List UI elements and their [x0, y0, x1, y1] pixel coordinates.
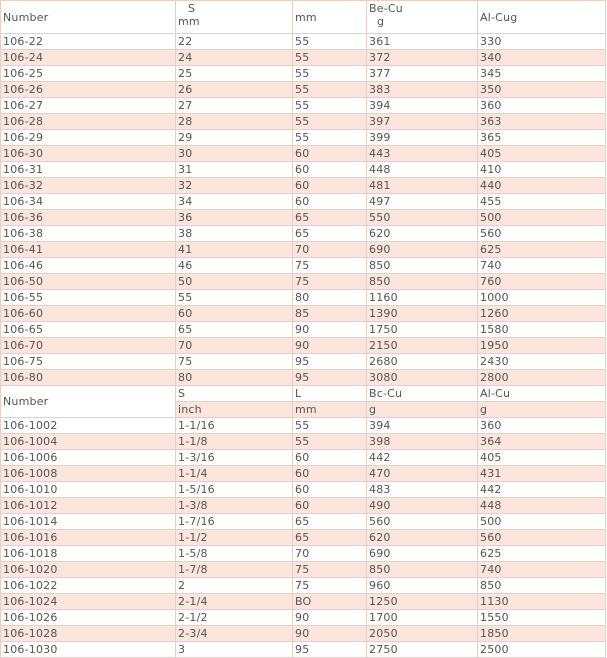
cell-s: 34	[176, 194, 293, 210]
cell-becu: 397	[367, 114, 478, 130]
cell-number: 106-1006	[1, 450, 176, 466]
inch-header-alcu: Al-Cu	[478, 386, 606, 402]
inch-header-number: Number	[1, 386, 176, 418]
cell-l: 60	[293, 450, 367, 466]
cell-becu: 372	[367, 50, 478, 66]
cell-alcu: 1580	[478, 322, 606, 338]
cell-becu: 481	[367, 178, 478, 194]
table-row	[1, 418, 606, 434]
cell-s: 80	[176, 370, 293, 386]
cell-number: 106-27	[1, 98, 176, 114]
cell-alcu: 448	[478, 498, 606, 514]
inch-header-s-unit: inch	[176, 402, 293, 418]
table-row	[1, 82, 606, 98]
cell-number: 106-24	[1, 50, 176, 66]
cell-becu: 394	[367, 98, 478, 114]
cell-number: 106-34	[1, 194, 176, 210]
table-row	[1, 226, 606, 242]
cell-becu: 377	[367, 66, 478, 82]
metric-header-row	[1, 1, 606, 34]
cell-alcu: 740	[478, 562, 606, 578]
cell-l: 55	[293, 434, 367, 450]
cell-becu: 361	[367, 34, 478, 50]
header-s-unit: mm	[178, 15, 200, 28]
table-row	[1, 626, 606, 642]
cell-l: 60	[293, 194, 367, 210]
cell-number: 106-1030	[1, 642, 176, 658]
table-row	[1, 66, 606, 82]
cell-becu: 490	[367, 498, 478, 514]
cell-alcu: 1000	[478, 290, 606, 306]
cell-l: 80	[293, 290, 367, 306]
cell-alcu: 440	[478, 178, 606, 194]
inch-header-s: S	[176, 386, 293, 402]
cell-alcu: 850	[478, 578, 606, 594]
cell-l: 65	[293, 530, 367, 546]
cell-s: 1-3/16	[176, 450, 293, 466]
cell-l: 90	[293, 626, 367, 642]
cell-becu: 1750	[367, 322, 478, 338]
cell-alcu: 431	[478, 466, 606, 482]
table-row	[1, 450, 606, 466]
table-row	[1, 498, 606, 514]
cell-alcu: 500	[478, 514, 606, 530]
inch-header-becu-unit: g	[367, 402, 478, 418]
cell-number: 106-32	[1, 178, 176, 194]
cell-alcu: 2800	[478, 370, 606, 386]
header-becu-unit: g	[377, 15, 385, 28]
cell-number: 106-25	[1, 66, 176, 82]
cell-number: 106-60	[1, 306, 176, 322]
cell-s: 60	[176, 306, 293, 322]
cell-l: 60	[293, 146, 367, 162]
cell-becu: 442	[367, 450, 478, 466]
inch-header-row-1	[1, 386, 606, 402]
cell-s: 36	[176, 210, 293, 226]
cell-l: BO	[293, 594, 367, 610]
cell-becu: 383	[367, 82, 478, 98]
cell-l: 55	[293, 66, 367, 82]
table-row	[1, 34, 606, 50]
cell-alcu: 340	[478, 50, 606, 66]
cell-s: 1-7/16	[176, 514, 293, 530]
cell-alcu: 350	[478, 82, 606, 98]
cell-s: 41	[176, 242, 293, 258]
cell-s: 1-7/8	[176, 562, 293, 578]
cell-number: 106-55	[1, 290, 176, 306]
table-row	[1, 146, 606, 162]
cell-becu: 497	[367, 194, 478, 210]
header-becu-label: Be-Cu	[369, 2, 403, 15]
inch-header-alcu-unit: g	[478, 402, 606, 418]
cell-s: 3	[176, 642, 293, 658]
cell-number: 106-22	[1, 34, 176, 50]
cell-s: 1-5/8	[176, 546, 293, 562]
cell-alcu: 405	[478, 146, 606, 162]
cell-becu: 690	[367, 546, 478, 562]
table-row	[1, 242, 606, 258]
cell-becu: 1250	[367, 594, 478, 610]
cell-s: 1-1/16	[176, 418, 293, 434]
cell-number: 106-38	[1, 226, 176, 242]
table-row	[1, 194, 606, 210]
cell-becu: 850	[367, 274, 478, 290]
header-l-unit: mm	[293, 1, 367, 34]
cell-l: 60	[293, 466, 367, 482]
cell-l: 65	[293, 514, 367, 530]
inch-header-becu: Bc-Cu	[367, 386, 478, 402]
cell-becu: 560	[367, 514, 478, 530]
cell-l: 75	[293, 578, 367, 594]
cell-number: 106-30	[1, 146, 176, 162]
cell-s: 55	[176, 290, 293, 306]
cell-becu: 690	[367, 242, 478, 258]
cell-alcu: 560	[478, 226, 606, 242]
cell-alcu: 442	[478, 482, 606, 498]
cell-number: 106-65	[1, 322, 176, 338]
cell-s: 24	[176, 50, 293, 66]
cell-l: 95	[293, 642, 367, 658]
cell-number: 106-29	[1, 130, 176, 146]
cell-number: 106-70	[1, 338, 176, 354]
cell-number: 106-1012	[1, 498, 176, 514]
cell-l: 55	[293, 82, 367, 98]
cell-s: 26	[176, 82, 293, 98]
cell-alcu: 625	[478, 546, 606, 562]
table-row	[1, 482, 606, 498]
cell-number: 106-1018	[1, 546, 176, 562]
cell-alcu: 360	[478, 418, 606, 434]
cell-s: 28	[176, 114, 293, 130]
cell-s: 2	[176, 578, 293, 594]
cell-s: 70	[176, 338, 293, 354]
cell-number: 106-46	[1, 258, 176, 274]
cell-alcu: 364	[478, 434, 606, 450]
cell-number: 106-1022	[1, 578, 176, 594]
table-row	[1, 578, 606, 594]
cell-becu: 960	[367, 578, 478, 594]
inch-header-l: L	[293, 386, 367, 402]
cell-l: 65	[293, 226, 367, 242]
cell-number: 106-36	[1, 210, 176, 226]
header-becu	[367, 1, 478, 34]
header-number: Number	[1, 1, 176, 34]
cell-s: 65	[176, 322, 293, 338]
cell-becu: 850	[367, 258, 478, 274]
cell-becu: 2050	[367, 626, 478, 642]
cell-s: 46	[176, 258, 293, 274]
cell-becu: 850	[367, 562, 478, 578]
cell-becu: 1390	[367, 306, 478, 322]
cell-becu: 3080	[367, 370, 478, 386]
cell-number: 106-80	[1, 370, 176, 386]
cell-s: 38	[176, 226, 293, 242]
cell-number: 106-28	[1, 114, 176, 130]
table-row	[1, 210, 606, 226]
cell-becu: 620	[367, 226, 478, 242]
cell-l: 95	[293, 370, 367, 386]
inch-header-l-unit: mm	[293, 402, 367, 418]
cell-alcu: 625	[478, 242, 606, 258]
cell-l: 70	[293, 546, 367, 562]
table-row	[1, 434, 606, 450]
cell-l: 75	[293, 258, 367, 274]
cell-alcu: 1260	[478, 306, 606, 322]
table-row	[1, 98, 606, 114]
cell-s: 29	[176, 130, 293, 146]
cell-number: 106-75	[1, 354, 176, 370]
cell-number: 106-1010	[1, 482, 176, 498]
cell-number: 106-1020	[1, 562, 176, 578]
cell-becu: 2750	[367, 642, 478, 658]
cell-s: 30	[176, 146, 293, 162]
cell-alcu: 1550	[478, 610, 606, 626]
table-row	[1, 322, 606, 338]
cell-alcu: 360	[478, 98, 606, 114]
cell-s: 2-3/4	[176, 626, 293, 642]
cell-l: 75	[293, 562, 367, 578]
cell-s: 1-3/8	[176, 498, 293, 514]
cell-s: 1-1/2	[176, 530, 293, 546]
table-row	[1, 642, 606, 658]
cell-number: 106-31	[1, 162, 176, 178]
cell-s: 75	[176, 354, 293, 370]
cell-alcu: 345	[478, 66, 606, 82]
table-row	[1, 594, 606, 610]
cell-l: 95	[293, 354, 367, 370]
cell-s: 32	[176, 178, 293, 194]
cell-alcu: 405	[478, 450, 606, 466]
cell-becu: 550	[367, 210, 478, 226]
table-row	[1, 514, 606, 530]
cell-l: 60	[293, 178, 367, 194]
table-row	[1, 130, 606, 146]
cell-s: 31	[176, 162, 293, 178]
cell-l: 90	[293, 322, 367, 338]
cell-l: 60	[293, 482, 367, 498]
cell-alcu: 760	[478, 274, 606, 290]
cell-alcu: 1850	[478, 626, 606, 642]
cell-l: 60	[293, 498, 367, 514]
cell-s: 27	[176, 98, 293, 114]
cell-number: 106-41	[1, 242, 176, 258]
cell-becu: 394	[367, 418, 478, 434]
cell-number: 106-1026	[1, 610, 176, 626]
cell-becu: 443	[367, 146, 478, 162]
cell-number: 106-1028	[1, 626, 176, 642]
cell-number: 106-26	[1, 82, 176, 98]
cell-alcu: 1950	[478, 338, 606, 354]
cell-alcu: 1130	[478, 594, 606, 610]
cell-alcu: 455	[478, 194, 606, 210]
cell-alcu: 560	[478, 530, 606, 546]
cell-becu: 1700	[367, 610, 478, 626]
cell-l: 55	[293, 50, 367, 66]
table-row	[1, 50, 606, 66]
table-row	[1, 258, 606, 274]
table-row	[1, 290, 606, 306]
cell-s: 1-1/4	[176, 466, 293, 482]
table-row	[1, 562, 606, 578]
table-row	[1, 466, 606, 482]
cell-l: 55	[293, 34, 367, 50]
cell-alcu: 500	[478, 210, 606, 226]
cell-l: 60	[293, 162, 367, 178]
cell-number: 106-1014	[1, 514, 176, 530]
cell-becu: 398	[367, 434, 478, 450]
cell-s: 22	[176, 34, 293, 50]
header-s	[176, 1, 293, 34]
cell-l: 85	[293, 306, 367, 322]
cell-alcu: 2430	[478, 354, 606, 370]
cell-becu: 470	[367, 466, 478, 482]
cell-number: 106-1016	[1, 530, 176, 546]
cell-becu: 2680	[367, 354, 478, 370]
table-row	[1, 274, 606, 290]
cell-s: 25	[176, 66, 293, 82]
cell-alcu: 2500	[478, 642, 606, 658]
cell-alcu: 410	[478, 162, 606, 178]
table-row	[1, 546, 606, 562]
cell-s: 2-1/2	[176, 610, 293, 626]
table-row	[1, 162, 606, 178]
cell-l: 70	[293, 242, 367, 258]
cell-s: 1-1/8	[176, 434, 293, 450]
cell-s: 2-1/4	[176, 594, 293, 610]
table-row	[1, 178, 606, 194]
cell-l: 90	[293, 610, 367, 626]
cell-alcu: 330	[478, 34, 606, 50]
cell-number: 106-1002	[1, 418, 176, 434]
cell-number: 106-1004	[1, 434, 176, 450]
cell-l: 55	[293, 98, 367, 114]
cell-l: 55	[293, 130, 367, 146]
cell-number: 106-1024	[1, 594, 176, 610]
cell-s: 1-5/16	[176, 482, 293, 498]
cell-s: 50	[176, 274, 293, 290]
cell-becu: 1160	[367, 290, 478, 306]
table-row	[1, 610, 606, 626]
cell-l: 55	[293, 114, 367, 130]
cell-alcu: 365	[478, 130, 606, 146]
table-row	[1, 354, 606, 370]
table-row	[1, 370, 606, 386]
cell-becu: 448	[367, 162, 478, 178]
header-alcu: Al-Cug	[478, 1, 606, 34]
cell-l: 75	[293, 274, 367, 290]
table-row	[1, 530, 606, 546]
cell-l: 65	[293, 210, 367, 226]
cell-l: 55	[293, 418, 367, 434]
cell-alcu: 740	[478, 258, 606, 274]
table-row	[1, 338, 606, 354]
table-row	[1, 306, 606, 322]
cell-number: 106-1008	[1, 466, 176, 482]
table-row	[1, 114, 606, 130]
cell-l: 90	[293, 338, 367, 354]
cell-alcu: 363	[478, 114, 606, 130]
cell-becu: 2150	[367, 338, 478, 354]
cell-number: 106-50	[1, 274, 176, 290]
cell-becu: 620	[367, 530, 478, 546]
cell-becu: 399	[367, 130, 478, 146]
header-s-label: S	[188, 2, 196, 15]
cell-becu: 483	[367, 482, 478, 498]
